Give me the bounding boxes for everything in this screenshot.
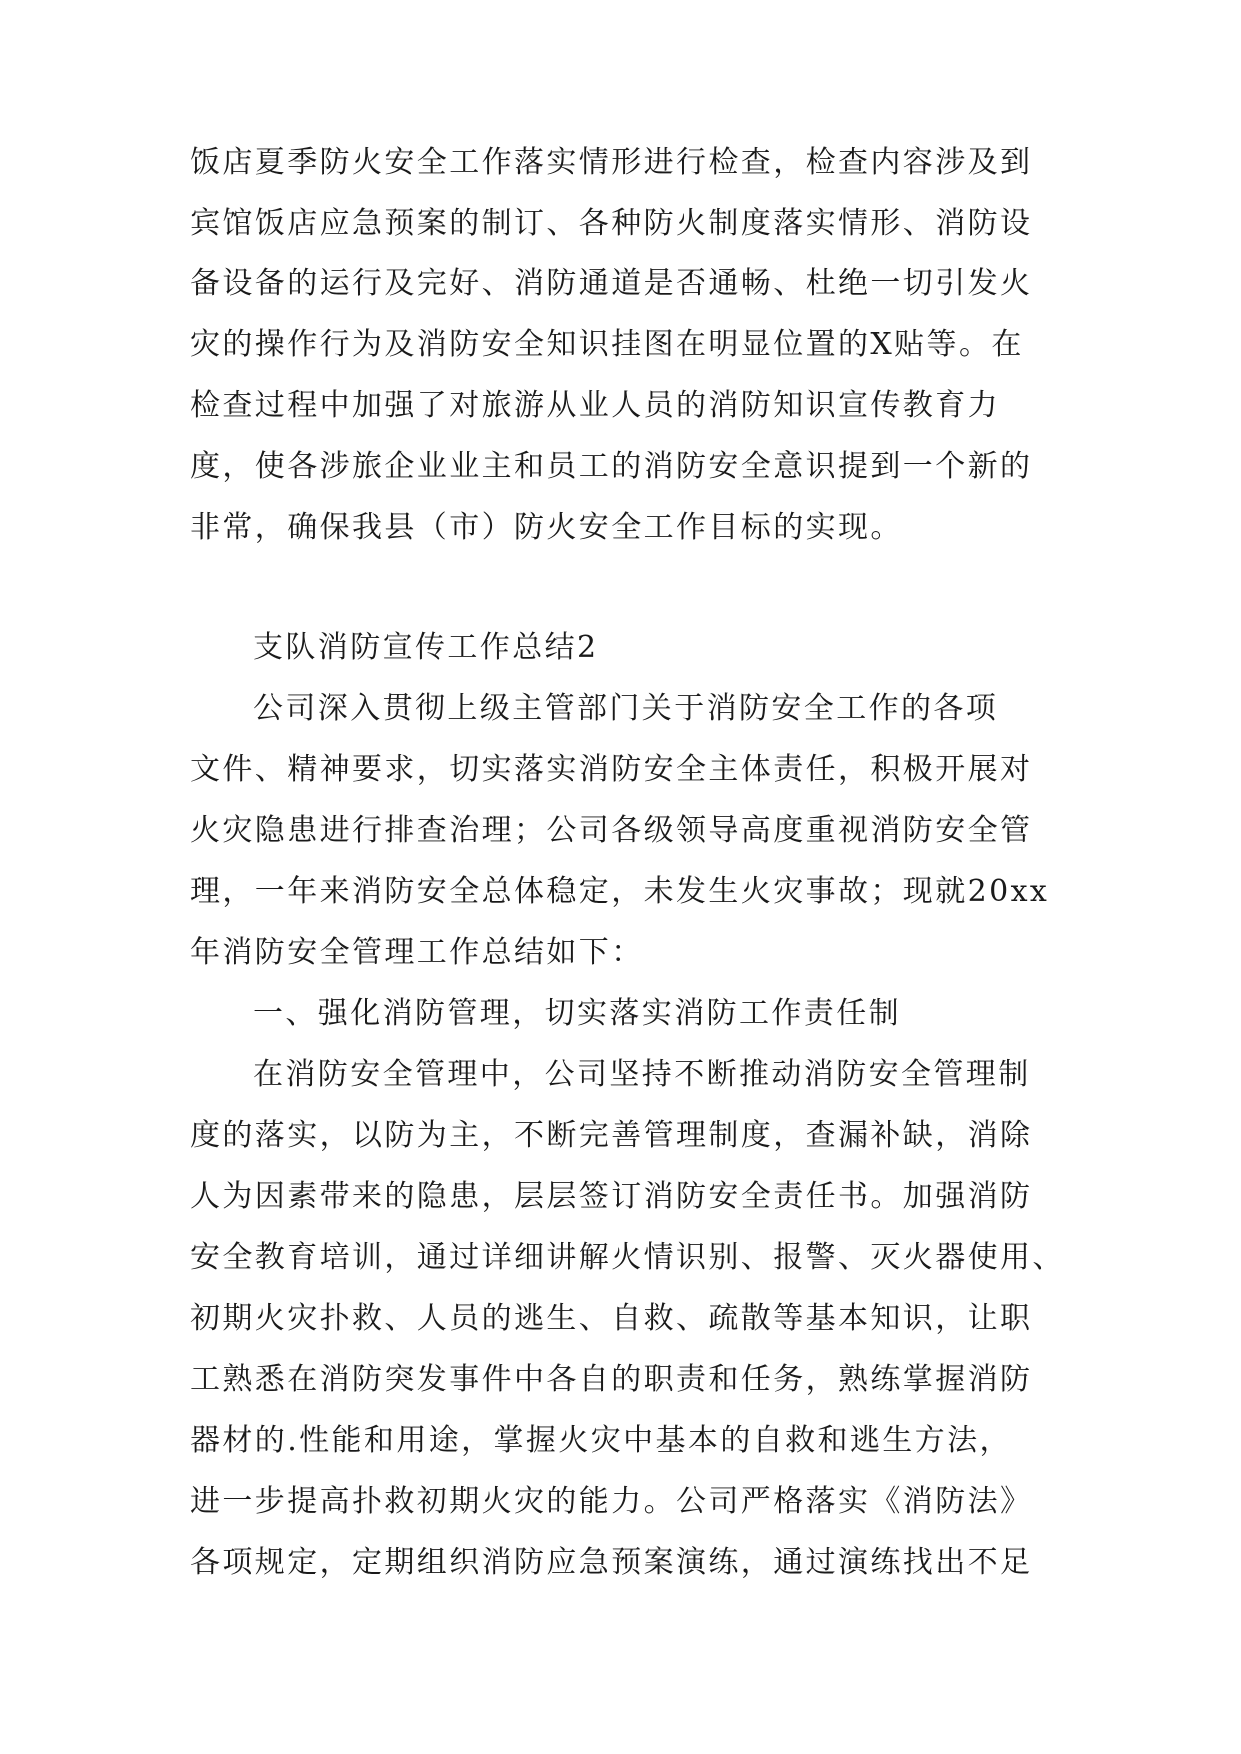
paragraph-line: 公司深入贯彻上级主管部门关于消防安全工作的各项 (253, 691, 999, 726)
paragraph-line: 理，一年来消防安全总体稳定，未发生火灾事故；现就20xx (190, 874, 1050, 909)
paragraph-line: 人为因素带来的隐患，层层签订消防安全责任书。加强消防 (190, 1179, 1033, 1214)
section-title: 支队消防宣传工作总结2 (253, 630, 599, 665)
paragraph-line: 工熟悉在消防突发事件中各自的职责和任务，熟练掌握消防 (190, 1362, 1033, 1397)
paragraph-line: 文件、精神要求，切实落实消防安全主体责任，积极开展对 (190, 752, 1033, 787)
paragraph-line: 进一步提高扑救初期火灾的能力。公司严格落实《消防法》 (190, 1484, 1033, 1519)
paragraph-line: 器材的.性能和用途，掌握火灾中基本的自救和逃生方法， (190, 1423, 1012, 1458)
paragraph-line: 各项规定，定期组织消防应急预案演练，通过演练找出不足 (190, 1545, 1033, 1580)
paragraph-line: 灾的操作行为及消防安全知识挂图在明显位置的X贴等。在 (190, 327, 1024, 362)
heading: 一、强化消防管理，切实落实消防工作责任制 (253, 996, 901, 1031)
paragraph-line: 非常，确保我县（市）防火安全工作目标的实现。 (190, 510, 903, 545)
paragraph-line: 宾馆饭店应急预案的制订、各种防火制度落实情形、消防设 (190, 206, 1033, 241)
paragraph-line: 度，使各涉旅企业业主和员工的消防安全意识提到一个新的 (190, 449, 1033, 484)
paragraph-line: 备设备的运行及完好、消防通道是否通畅、杜绝一切引发火 (190, 266, 1033, 301)
paragraph-line: 在消防安全管理中，公司坚持不断推动消防安全管理制 (253, 1057, 1031, 1092)
paragraph-line: 饭店夏季防火安全工作落实情形进行检查，检查内容涉及到 (190, 145, 1033, 180)
paragraph-line: 初期火灾扑救、人员的逃生、自救、疏散等基本知识，让职 (190, 1301, 1033, 1336)
paragraph-line: 火灾隐患进行排查治理；公司各级领导高度重视消防安全管 (190, 813, 1033, 848)
paragraph-line: 年消防安全管理工作总结如下： (190, 935, 644, 970)
paragraph-line: 检查过程中加强了对旅游从业人员的消防知识宣传教育力 (190, 388, 1000, 423)
paragraph-line: 度的落实，以防为主，不断完善管理制度，查漏补缺，消除 (190, 1118, 1033, 1153)
paragraph-line: 安全教育培训，通过详细讲解火情识别、报警、灭火器使用、 (190, 1240, 1065, 1275)
